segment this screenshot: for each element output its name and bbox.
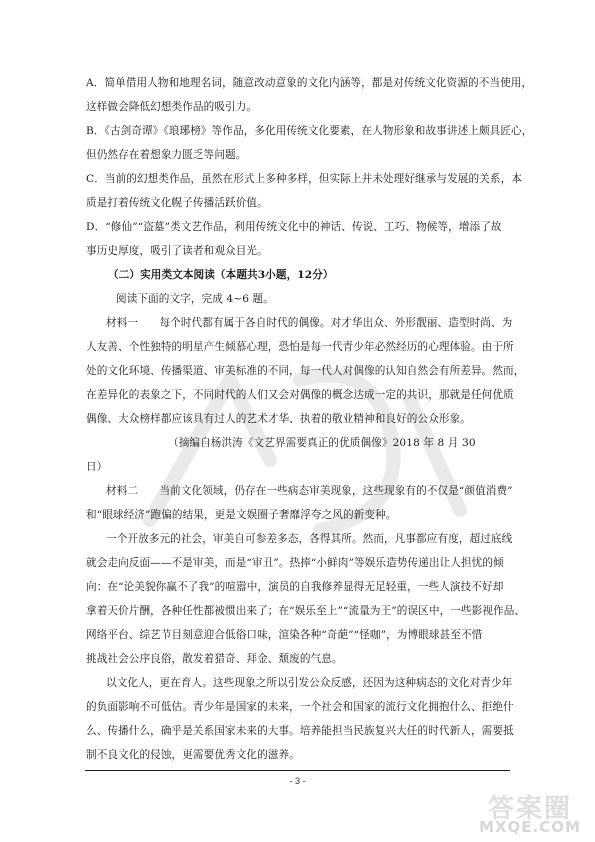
material-two-line-2: 和“眼球经济”跑偏的结果，更是文娱圈子奢靡浮夸之风的新变种。 [86, 509, 397, 521]
material-one-line-4: 在差异化的表象之下，不同时代的人们又会对偶像的概念达成一定的共识，那就是任何优质 [86, 389, 514, 401]
material-one-source-end: 日） [86, 461, 108, 473]
paragraph-two-line-6: 挑战社会公序良俗，散发着猎奇、拜金、颓废的气息。 [86, 653, 343, 665]
paragraph-two-line-2: 就会走向反面——不是审美，而是“审丑”。热捧“小鲜肉”等娱乐造势传递出让人担忧的倾 [86, 557, 504, 569]
material-one-line-1: 材料一 每个时代都有属于各自时代的偶像。对才华出众、外形靓丽、造型时尚、为 [106, 317, 513, 329]
option-a-line-1: A．简单借用人物和地理名词，随意改动意象的文化内涵等，都是对传统文化资源的不当使用， [86, 77, 533, 89]
material-one-line-2: 人友善、个性独特的明星产生倾慕心理，恐怕是每一代青少年必然经历的心理体验。由于所 [86, 341, 514, 353]
option-d-line-1: D．“修仙”“盗墓”类文艺作品，利用传统文化中的神话、传说、工巧、物候等，增添了故 [86, 221, 502, 233]
option-d-line-2: 事历史厚度，吸引了读者和观众目光。 [86, 245, 268, 257]
material-one-source: （摘编自杨洪涛《文艺界需要真正的优质偶像》2018 年 8 月 30 [168, 437, 476, 449]
logo-text-en: MXQE.COM [479, 818, 581, 836]
corner-watermark-logo [470, 788, 590, 838]
material-two-line-1: 材料二 当前文化领域，仍存在一些病态审美现象，这些现象有的不仅是“颜值消费” [106, 485, 513, 497]
option-b-line-2: 但仍然存在着想象力匮乏等问题。 [86, 149, 247, 161]
reading-instruction: 阅读下面的文字，完成 4~6 题。 [116, 293, 274, 305]
paragraph-three-line-2: 的负面影响不可低估。青少年是国家的未来，一个社会和国家的流行文化拥抱什么、拒绝什 [86, 701, 514, 713]
paragraph-three-line-1: 以文化人，更在育人。这些现象之所以引发公众反感，还因为这种病态的文化对青少年 [106, 677, 513, 689]
option-b-line-1: B．《古剑奇谭》《琅琊榜》等作品，多化用传统文化要素，在人物形象和故事讲述上颇具匠心， [86, 125, 533, 137]
option-c-line-1: C．当前的幻想类作品，虽然在形式上多种多样，但实际上并未处理好继承与发展的关系，本 [86, 173, 522, 185]
paragraph-two-line-1: 一个开放多元的社会，审美自可参差多态，各得其所。然而，凡事都应有度，超过底线 [106, 533, 513, 545]
page-number: - 3 - [289, 776, 306, 786]
material-one-line-3: 处的文化环境、传播渠道、审美标准的不同，每一代人对偶像的认知自然会有所差异。然而， [86, 365, 525, 377]
paragraph-two-line-3: 向：在“论美貌你赢不了我”的喧嚣中，演员的自我修养显得无足轻重，一些人演技不好却 [86, 581, 504, 593]
paragraph-two-line-5: 网络平台、综艺节目刻意迎合低俗口味，渲染各种“奇葩”“怪咖”，为博眼球甚至不惜 [86, 629, 483, 641]
footer-divider [85, 770, 510, 771]
option-c-line-2: 质是打着传统文化幌子传播活跃价值。 [86, 197, 268, 209]
option-a-line-2: 这样做会降低幻想类作品的吸引力。 [86, 101, 258, 113]
paragraph-two-line-4: 拿着天价片酬，各种任性都被惯出来了；在“娱乐至上”“流量为王”的误区中，一些影视作品、 [86, 605, 526, 617]
paragraph-three-line-4: 制不良文化的侵蚀，更需要优秀文化的滋养。 [86, 749, 300, 761]
material-one-line-5: 偶像、大众榜样都应该具有过人的艺术才华、执着的敬业精神和良好的公众形象。 [86, 413, 471, 425]
paragraph-three-line-3: 么、传播什么，确乎是关系国家未来的大事。培养能担当民族复兴大任的时代新人，需要抵 [86, 725, 514, 737]
section-heading: （二）实用类文本阅读（本题共3小题，12分） [108, 269, 334, 281]
logo-text-cn: 答案圈 [487, 794, 572, 824]
